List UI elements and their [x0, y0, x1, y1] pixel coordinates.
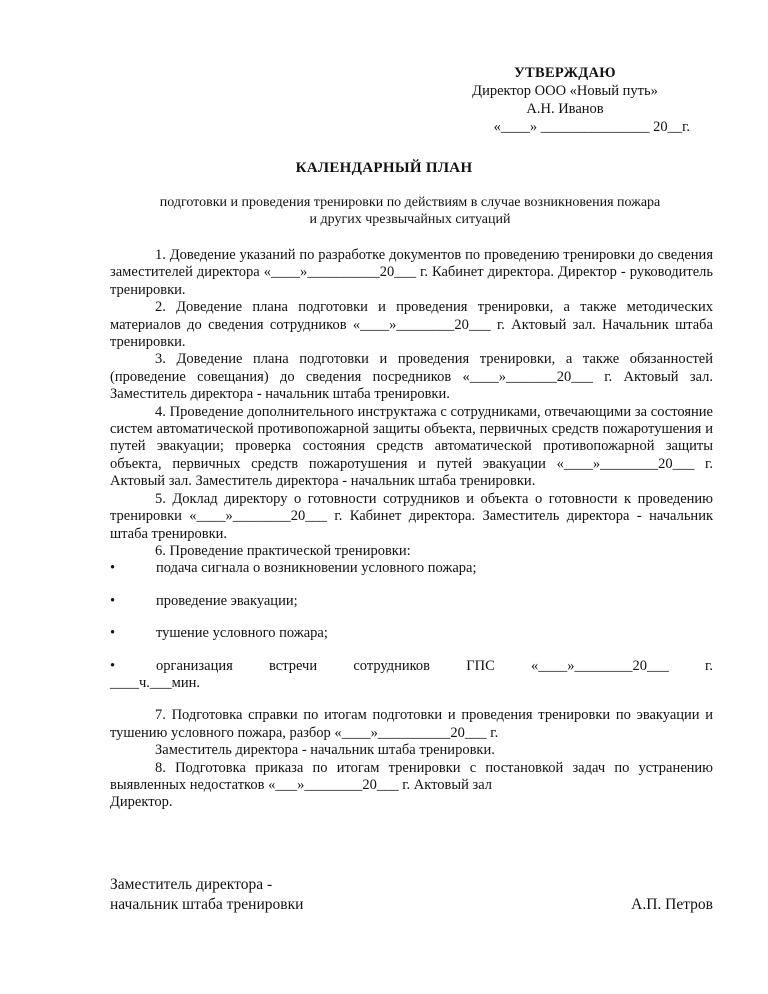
signature-block	[110, 875, 713, 915]
bullet-word: ГПС	[466, 657, 495, 674]
bullet-word: встречи	[269, 657, 318, 674]
signature-position-line-1: Заместитель директора -	[110, 876, 273, 893]
bullet-word: «____»________20___	[531, 657, 669, 674]
plan-item-2: 2. Доведение плана подготовки и проведения тренировки, а также методических материалов до сведения сотрудников «____»________20___ г. Актовый зал. Начальник штаба тренировки.	[110, 299, 713, 351]
bullet-word: сотрудников	[353, 657, 431, 674]
plan-item-3: 3. Доведение плана подготовки и проведения тренировки, а также обязанностей (проведение совещания) до сведения посредников «____»_______20___ г. Актовый зал. Заместитель директора - начальник штаба тренировки.	[110, 351, 713, 403]
plan-item-4: 4. Проведение дополнительного инструктажа с сотрудниками, отвечающими за состояние систем автоматической противопожарной защиты объекта, первичных средств пожаротушения и путей эвакуации; проверка состояния средств автоматической противопожарной защиты объекта, первичных средств пожаротушения и путей эвакуации «____»________20___ г. Актовый зал. Заместитель директора - начальник штаба тренировки.	[110, 403, 713, 490]
plan-item-7-responsible: Заместитель директора - начальник штаба тренировки.	[155, 742, 495, 759]
subtitle-line-1: подготовки и проведения тренировки по действиям в случае возникновения пожара	[159, 195, 661, 210]
bullet-item	[110, 560, 713, 577]
bullet-word: организация	[156, 657, 233, 674]
subtitle-line-2: и других чрезвычайных ситуаций	[309, 212, 511, 227]
plan-item-8: 8. Подготовка приказа по итогам тренировки с постановкой задач по устранению выявленных недостатков «___»________20___ г. Актовый зал	[110, 759, 713, 793]
bullet-item	[110, 625, 713, 642]
bullet-text: тушение условного пожара;	[156, 625, 328, 642]
plan-item-7: 7. Подготовка справки по итогам подготовки и проведения тренировки по эвакуации и тушению условного пожара, разбор «____»__________20___ г.	[110, 707, 713, 741]
plan-item-1: 1. Доведение указаний по разработке документов по проведению тренировки до сведения заместителей директора «____»__________20___ г. Кабинет директора. Директор - руководитель тренировки.	[110, 247, 713, 298]
bullet-icon: •	[110, 592, 116, 609]
plan-item-5: 5. Доклад директору о готовности сотрудников и объекта о готовности к проведению тренировки «____»________20___ г. Кабинет директора. Заместитель директора - начальник штаба тренировки.	[110, 490, 713, 542]
plan-item-8-responsible: Директор.	[110, 794, 173, 811]
approval-date-line: «____» _______________ 20__г.	[493, 119, 690, 135]
approval-position: Директор ООО «Новый путь»	[472, 83, 658, 99]
bullet-continuation: ____ч.___мин.	[110, 674, 200, 691]
bullet-icon: •	[110, 560, 116, 577]
approval-title: УТВЕРЖДАЮ	[514, 65, 616, 81]
plan-item-6: 6. Проведение практической тренировки:	[155, 542, 411, 559]
bullet-item	[110, 658, 713, 675]
bullet-text	[156, 658, 713, 675]
bullet-icon: •	[110, 657, 116, 674]
signature-position-line-2: начальник штаба тренировки	[110, 896, 304, 913]
approval-name: А.Н. Иванов	[526, 101, 604, 117]
document-title: КАЛЕНДАРНЫЙ ПЛАН	[295, 160, 473, 176]
bullet-word: г.	[705, 657, 713, 674]
bullet-text: подача сигнала о возникновении условного пожара;	[156, 560, 477, 577]
plan-body	[110, 247, 713, 812]
bullet-icon: •	[110, 625, 116, 642]
bullet-text: проведение эвакуации;	[156, 592, 298, 609]
bullet-item	[110, 593, 713, 610]
signature-name: А.П. Петров	[631, 896, 713, 913]
approval-block	[440, 64, 690, 136]
document-subtitle	[110, 194, 710, 228]
